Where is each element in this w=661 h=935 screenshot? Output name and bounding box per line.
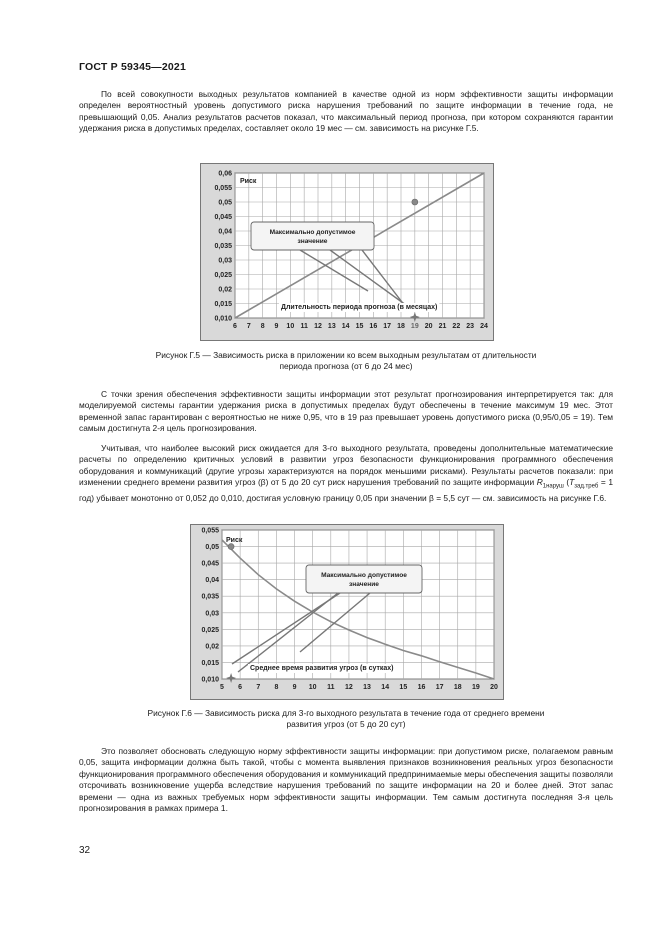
caption-g5-line2: периода прогноза (от 6 до 24 мес)	[279, 361, 413, 372]
paragraph-1-text: По всей совокупности выходных результатов компанией в качестве одной из норм эффективности защиты информации определен вероятностный уровень допустимого риска нарушения требований по защите информации в течение года, не превышающий 0,05. Анализ результатов расчетов показал, что максимальный период прогноза, при котором сохраняются гарантии удержания риска в допустимых пределах, составляет около 19 мес — см. зависимость на рисунке Г.5.	[79, 89, 613, 134]
document-header: ГОСТ Р 59345—2021	[79, 61, 187, 73]
y-tick-label: 0,045	[201, 560, 219, 568]
annotation-line1: Максимально допустимое	[321, 572, 407, 579]
x-tick-label: 20	[424, 323, 433, 330]
paragraph-2	[79, 389, 613, 435]
x-tick-label: 14	[381, 684, 390, 691]
y-tick-label: 0,04	[205, 577, 219, 585]
y-tick-label: 0,03	[218, 257, 232, 265]
x-tick-label: 13	[363, 684, 371, 691]
annotation-box	[306, 565, 422, 593]
page-number: 32	[79, 845, 91, 856]
y-tick-label: 0,045	[214, 214, 232, 221]
figure-g6-chart	[190, 524, 504, 700]
x-tick-label: 16	[369, 323, 378, 330]
paragraph-2-text: С точки зрения обеспечения эффективности защиты информации этот результат прогнозирования интерпретируется так: для моделируемой системы гарантии удержания риска в допустимых пределах будут обеспечены в течение максимум 19 мес. Этот временной запас гарантирован с вероятностью не ниже 0,95, что в 19 раз превышает уровень допустимого риска (0,95/0,05 = 19). Тем самым достигнута 2-я цель прогнозирования.	[79, 389, 613, 434]
annotation-line2: значение	[349, 581, 379, 588]
caption-figure-g5	[79, 350, 613, 373]
paragraph-4	[79, 746, 613, 814]
caption-g6-line1: Рисунок Г.6 — Зависимость риска для 3-го выходного результата в течение года от среднего времени	[147, 708, 545, 718]
y-tick-label: 0,010	[214, 315, 232, 323]
y-tick-label: 0,055	[201, 527, 219, 535]
x-tick-label: 15	[399, 684, 408, 691]
caption-g5-line1: Рисунок Г.5 — Зависимость риска в приложении ко всем выходным результатам от длительности	[155, 350, 537, 360]
y-axis-label: Риск	[226, 537, 243, 544]
y-tick-label: 0,015	[214, 301, 232, 308]
x-tick-label: 15	[355, 323, 364, 330]
x-tick-label: 17	[435, 684, 444, 691]
annotation-box	[251, 222, 374, 250]
para3-before: Учитывая, что наиболее высокий риск ожидается для 3-го выходного результата, проведены дополнительные математические расчеты по определению критичных условий в развитии угроз безопасности функционирования программного обеспечения оборудования и коммуникаций (другие угрозы характеризуются на порядок меньшими рисками). Результаты расчетов показали: при изменении среднего времени развития угроз (β) от 5 до 20 сут риск нарушения требований по защите информации	[79, 443, 613, 488]
x-tick-label: 23	[466, 323, 475, 330]
y-tick-label: 0,055	[214, 185, 232, 192]
x-tick-label: 19	[410, 323, 419, 330]
marker-point	[412, 199, 418, 205]
y-tick-label: 0,025	[214, 272, 232, 279]
x-tick-label: 16	[417, 684, 426, 691]
annotation-line1: Максимально допустимое	[269, 229, 356, 236]
annotation-line2: значение	[297, 238, 328, 245]
para3-T: T	[569, 477, 575, 488]
x-tick-label: 21	[438, 323, 447, 330]
x-tick-label: 6	[233, 323, 237, 330]
x-tick-label: 20	[490, 684, 498, 691]
caption-g6-line2: развития угроз (от 5 до 20 сут)	[286, 719, 406, 730]
x-axis-label: Среднее время развития угроз (в сутках)	[250, 665, 394, 672]
para3-T-sub: зад.треб	[574, 483, 599, 490]
paragraph-3-text	[79, 443, 613, 505]
y-tick-label: 0,025	[201, 626, 219, 634]
x-tick-label: 18	[453, 684, 462, 691]
y-tick-label: 0,03	[205, 610, 219, 618]
para3-mid: (	[563, 477, 570, 488]
x-tick-label: 18	[397, 323, 405, 330]
y-tick-label: 0,06	[218, 170, 232, 178]
x-tick-label: 19	[471, 684, 480, 691]
y-tick-label: 0,015	[201, 659, 219, 667]
x-tick-label: 8	[274, 684, 279, 691]
x-tick-label: 11	[300, 323, 308, 330]
x-tick-label: 12	[345, 684, 353, 691]
x-axis-label: Длительность периода прогноза (в месяцах)	[281, 304, 438, 311]
figure-g5-chart	[200, 163, 494, 341]
x-tick-label: 10	[308, 684, 317, 691]
y-tick-label: 0,02	[205, 643, 219, 651]
caption-figure-g6	[79, 708, 613, 731]
para3-R-sub: 1наруш	[542, 483, 564, 490]
y-tick-label: 0,02	[218, 286, 232, 294]
y-axis-label: Риск	[240, 178, 257, 185]
x-tick-label: 14	[341, 323, 350, 330]
para3-after: = 1 год) убывает монотонно от 0,052 до 0,010, достигая условную границу 0,05 при значении β = 5,5 сут — см. зависимость на рисунке Г.6.	[79, 477, 613, 504]
paragraph-4-text: Это позволяет обосновать следующую норму эффективности защиты информации: при допустимом риске, полагаемом равным 0,05, защита информации должна быть такой, чтобы с момента выявления признаков возникновения реальных угроз безопасности функционирования программного обеспечения оборудования и коммуникаций предпринимаемые меры обеспечения защиты позволяли отсрочивать возникновение ущерба вследствие нарушения требований по защите информации на 20 и более дней. Этот запас времени — одна из важных требуемых норм эффективности защиты информации. Тем самым достигнута последняя 3-я цель прогнозирования в рамках примера 1.	[79, 746, 613, 814]
x-tick-label: 7	[246, 323, 251, 330]
x-tick-label: 10	[286, 323, 295, 330]
paragraph-1	[79, 89, 613, 135]
x-tick-label: 24	[480, 323, 488, 330]
x-tick-label: 6	[238, 684, 243, 691]
x-tick-label: 12	[314, 323, 322, 330]
para3-R: R	[536, 477, 543, 488]
x-tick-label: 17	[383, 323, 392, 330]
y-tick-label: 0,04	[218, 228, 232, 236]
y-tick-label: 0,035	[201, 593, 219, 601]
y-tick-label: 0,05	[205, 544, 219, 552]
x-tick-label: 8	[260, 323, 265, 330]
y-tick-label: 0,010	[201, 676, 219, 684]
x-tick-label: 9	[274, 323, 279, 330]
y-tick-label: 0,05	[218, 199, 232, 207]
plot-area	[222, 530, 494, 679]
marker-point	[228, 544, 234, 550]
x-tick-label: 5	[220, 684, 224, 691]
x-tick-label: 22	[452, 323, 461, 330]
x-tick-label: 9	[292, 684, 297, 691]
paragraph-3	[79, 443, 613, 505]
x-tick-label: 11	[327, 684, 335, 691]
x-tick-label: 7	[256, 684, 261, 691]
y-tick-label: 0,035	[214, 243, 232, 250]
x-tick-label: 13	[327, 323, 336, 330]
